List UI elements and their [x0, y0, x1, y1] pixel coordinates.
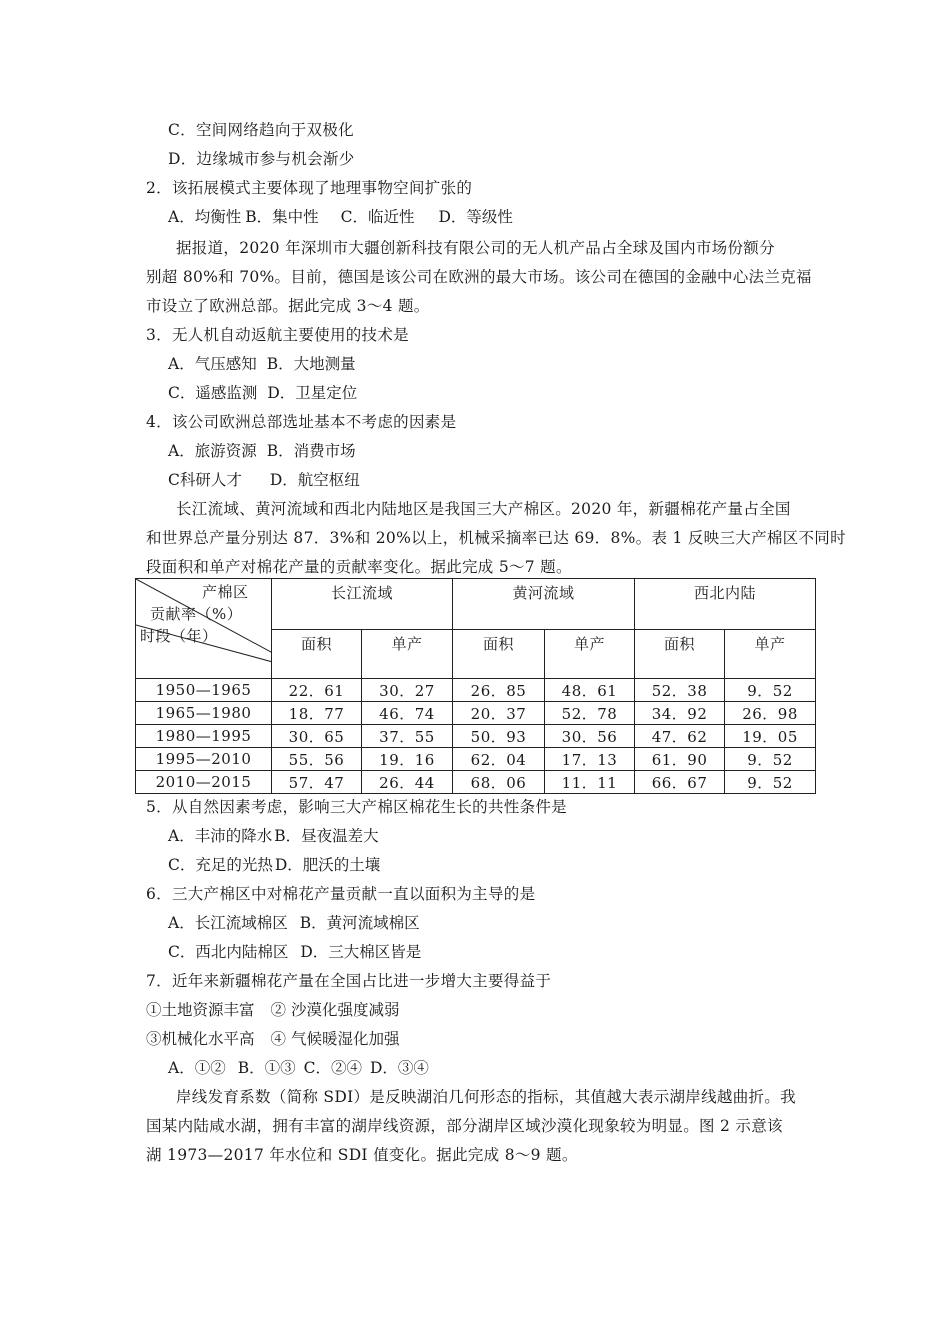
passage3-line3: 湖 1973—2017 年水位和 SDI 值变化。据此完成 8～9 题。 — [146, 1146, 578, 1164]
value-cell: 26．85 — [453, 679, 545, 702]
table-row — [136, 748, 816, 771]
value-cell: 9．52 — [725, 679, 816, 702]
header-northwest: 西北内陆 — [635, 579, 816, 630]
passage1-line3: 市设立了欧洲总部。据此完成 3～4 题。 — [146, 297, 430, 315]
q4-options-ab — [168, 439, 356, 461]
q3-stem: 3．无人机自动返航主要使用的技术是 — [146, 326, 409, 344]
q7-option-a: A．①② — [168, 1059, 226, 1077]
value-cell: 62．04 — [453, 748, 545, 771]
q2-option-a: A．均衡性 — [168, 208, 242, 226]
period-cell: 1950—1965 — [136, 679, 272, 702]
q4-option-b: B．消费市场 — [266, 442, 356, 460]
q4-option-c: C科研人才 — [168, 471, 242, 489]
period-cell: 2010—2015 — [136, 771, 272, 794]
value-cell: 18．77 — [272, 702, 362, 725]
value-cell: 66．67 — [635, 771, 725, 794]
value-cell: 61．90 — [635, 748, 725, 771]
q4-option-d: D．航空枢纽 — [269, 471, 360, 489]
q2-option-d: D．等级性 — [438, 208, 513, 226]
value-cell: 9．52 — [725, 771, 816, 794]
q7-statements-12 — [146, 998, 399, 1020]
q2-option-c: C．临近性 — [340, 208, 415, 226]
diag-label-rate: 贡献率（%） — [150, 605, 243, 623]
table-row — [136, 679, 816, 702]
q7-statement-4: ④ 气候暖湿化加强 — [270, 1030, 400, 1048]
passage2-line1: 长江流域、黄河流域和西北内陆地区是我国三大产棉区。2020 年，新疆棉花产量占全国 — [176, 500, 791, 518]
period-cell: 1995—2010 — [136, 748, 272, 771]
q4-option-a: A．旅游资源 — [168, 442, 257, 460]
q7-statement-2: ② 沙漠化强度减弱 — [270, 1001, 400, 1019]
q7-stem: 7．近年来新疆棉花产量在全国占比进一步增大主要得益于 — [146, 972, 552, 990]
value-cell: 52．78 — [545, 702, 635, 725]
q7-statements-34 — [146, 1027, 399, 1049]
passage3-line2: 国某内陆咸水湖，拥有丰富的湖岸线资源，部分湖岸区域沙漠化现象较为明显。图 2 示意该 — [146, 1117, 783, 1135]
period-cell: 1980—1995 — [136, 725, 272, 748]
value-cell: 30．56 — [545, 725, 635, 748]
value-cell: 46．74 — [362, 702, 453, 725]
subheader-area: 面积 — [635, 630, 725, 679]
q6-stem: 6．三大产棉区中对棉花产量贡献一直以面积为主导的是 — [146, 885, 536, 903]
q1-option-d: D．边缘城市参与机会渐少 — [168, 150, 355, 168]
q6-options-ab — [168, 911, 420, 933]
value-cell: 17．13 — [545, 748, 635, 771]
subheader-yield: 单产 — [362, 630, 453, 679]
value-cell: 57．47 — [272, 771, 362, 794]
q5-option-b: B．昼夜温差大 — [274, 827, 379, 845]
value-cell: 26．44 — [362, 771, 453, 794]
value-cell: 30．27 — [362, 679, 453, 702]
table-row — [136, 771, 816, 794]
q7-statement-3: ③机械化水平高 — [146, 1030, 255, 1048]
passage1-line1: 据报道，2020 年深圳市大疆创新科技有限公司的无人机产品占全球及国内市场份额分 — [176, 239, 775, 257]
value-cell: 30．65 — [272, 725, 362, 748]
value-cell: 52．38 — [635, 679, 725, 702]
q3-option-d: D．卫星定位 — [267, 384, 358, 402]
value-cell: 19．05 — [725, 725, 816, 748]
q6-option-a: A．长江流域棉区 — [168, 914, 288, 932]
q5-option-a: A．丰沛的降水 — [168, 827, 273, 845]
passage1-line2: 别超 80%和 70%。目前，德国是该公司在欧洲的最大市场。该公司在德国的金融中心法兰克福 — [146, 268, 812, 286]
q5-stem: 5．从自然因素考虑，影响三大产棉区棉花生长的共性条件是 — [146, 798, 567, 816]
q2-options — [168, 205, 513, 227]
q3-options-cd — [168, 381, 357, 403]
header-yellow-river: 黄河流域 — [453, 579, 635, 630]
diag-label-period: 时段（年） — [140, 627, 218, 645]
value-cell: 48．61 — [545, 679, 635, 702]
value-cell: 34．92 — [635, 702, 725, 725]
passage2-line3: 段面积和单产对棉花产量的贡献率变化。据此完成 5～7 题。 — [146, 558, 572, 576]
header-yangtze: 长江流域 — [272, 579, 453, 630]
period-cell: 1965—1980 — [136, 702, 272, 725]
subheader-yield: 单产 — [725, 630, 816, 679]
q4-stem: 4．该公司欧洲总部选址基本不考虑的因素是 — [146, 413, 457, 431]
diagonal-header-cell — [136, 579, 272, 679]
table-header-row — [136, 579, 816, 630]
q2-option-b: B．集中性 — [245, 208, 319, 226]
subheader-area: 面积 — [272, 630, 362, 679]
q7-statement-1: ①土地资源丰富 — [146, 1001, 255, 1019]
subheader-yield: 单产 — [545, 630, 635, 679]
table-row — [136, 725, 816, 748]
value-cell: 9．52 — [725, 748, 816, 771]
q5-option-d: D．肥沃的土壤 — [274, 856, 381, 874]
q7-options — [168, 1056, 429, 1078]
q7-option-c: C．②④ — [303, 1059, 362, 1077]
value-cell: 20．37 — [453, 702, 545, 725]
passage3-line1: 岸线发育系数（简称 SDI）是反映湖泊几何形态的指标，其值越大表示湖岸线越曲折。我 — [176, 1088, 796, 1106]
q7-option-b: B．①③ — [237, 1059, 296, 1077]
q5-option-c: C．充足的光热 — [168, 856, 273, 874]
value-cell: 55．56 — [272, 748, 362, 771]
q2-stem: 2．该拓展模式主要体现了地理事物空间扩张的 — [146, 179, 473, 197]
value-cell: 37．55 — [362, 725, 453, 748]
q3-options-ab — [168, 352, 356, 374]
q4-options-cd — [168, 468, 360, 490]
q6-option-c: C．西北内陆棉区 — [168, 943, 289, 961]
diag-label-region: 产棉区 — [202, 583, 249, 601]
table-row — [136, 702, 816, 725]
q6-option-d: D．三大棉区皆是 — [300, 943, 422, 961]
q3-option-c: C．遥感监测 — [168, 384, 258, 402]
value-cell: 68．06 — [453, 771, 545, 794]
cotton-contribution-table — [135, 578, 816, 794]
passage2-line2: 和世界总产量分别达 87．3%和 20%以上，机械采摘率已达 69．8%。表 1 反映三大产棉区不同时 — [146, 529, 846, 547]
q6-option-b: B．黄河流域棉区 — [299, 914, 420, 932]
q3-option-a: A．气压感知 — [168, 355, 257, 373]
value-cell: 19．16 — [362, 748, 453, 771]
q5-options-cd — [168, 853, 380, 875]
value-cell: 47．62 — [635, 725, 725, 748]
subheader-area: 面积 — [453, 630, 545, 679]
q1-option-c: C．空间网络趋向于双极化 — [168, 121, 354, 139]
value-cell: 50．93 — [453, 725, 545, 748]
q5-options-ab — [168, 824, 379, 846]
q6-options-cd — [168, 940, 421, 962]
value-cell: 26．98 — [725, 702, 816, 725]
q3-option-b: B．大地测量 — [266, 355, 356, 373]
value-cell: 22．61 — [272, 679, 362, 702]
q7-option-d: D．③④ — [369, 1059, 429, 1077]
value-cell: 11．11 — [545, 771, 635, 794]
